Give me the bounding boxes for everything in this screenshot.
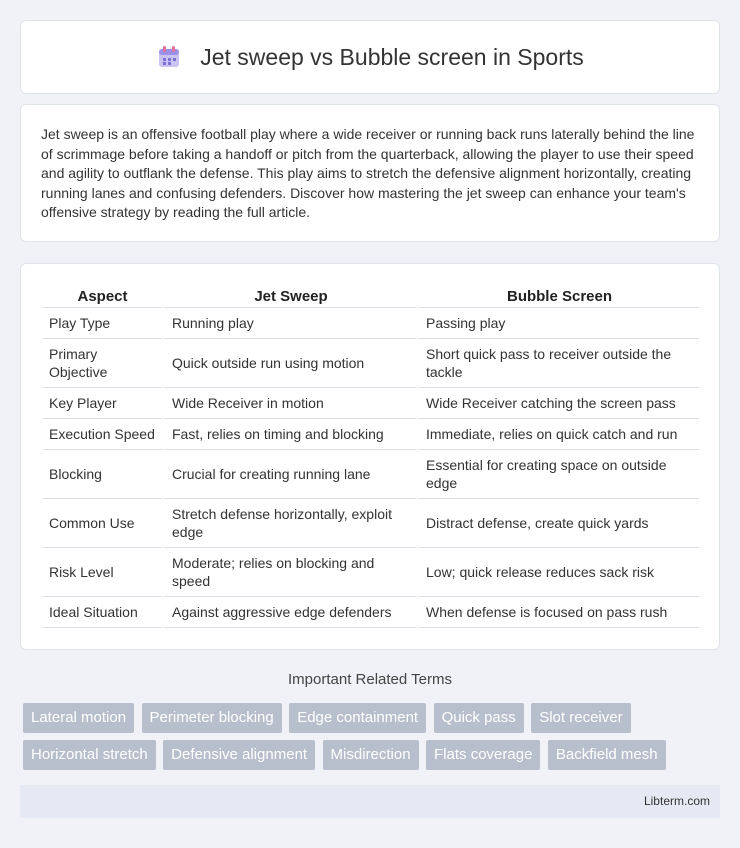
table-header-row [43, 286, 699, 308]
cell-aspect: Play Type [43, 308, 162, 339]
related-term-tag[interactable]: Flats coverage [426, 740, 540, 770]
comparison-table-card [20, 263, 720, 650]
intro-section [20, 104, 720, 242]
cell-bubble-screen: When defense is focused on pass rush [416, 597, 699, 628]
header-jet-sweep: Jet Sweep [162, 286, 416, 308]
footer-brand-link[interactable]: Libterm.com [643, 794, 710, 808]
related-terms-title: Important Related Terms [288, 671, 452, 688]
related-term-tag[interactable]: Lateral motion [23, 703, 134, 733]
page-title: Jet sweep vs Bubble screen in Sports [200, 43, 584, 70]
cell-aspect: Common Use [43, 499, 162, 548]
cell-aspect: Ideal Situation [43, 597, 162, 628]
cell-bubble-screen: Low; quick release reduces sack risk [416, 548, 699, 597]
cell-aspect: Blocking [43, 450, 162, 499]
cell-jet-sweep: Stretch defense horizontally, exploit edge [162, 499, 416, 548]
footer [20, 785, 720, 818]
table-row [43, 388, 699, 419]
cell-jet-sweep: Against aggressive edge defenders [162, 597, 416, 628]
cell-jet-sweep: Fast, relies on timing and blocking [162, 419, 416, 450]
related-term-tag[interactable]: Perimeter blocking [142, 703, 282, 733]
page-header [20, 20, 720, 94]
related-term-tag[interactable]: Defensive alignment [163, 740, 315, 770]
cell-jet-sweep: Running play [162, 308, 416, 339]
cell-bubble-screen: Immediate, relies on quick catch and run [416, 419, 699, 450]
table-row [43, 597, 699, 628]
cell-jet-sweep: Crucial for creating running lane [162, 450, 416, 499]
table-row [43, 339, 699, 388]
cell-aspect: Primary Objective [43, 339, 162, 388]
cell-aspect: Risk Level [43, 548, 162, 597]
table-row [43, 450, 699, 499]
cell-bubble-screen: Essential for creating space on outside edge [416, 450, 699, 499]
related-term-tag[interactable]: Edge containment [289, 703, 426, 733]
cell-aspect: Execution Speed [43, 419, 162, 450]
related-terms-list [23, 703, 723, 777]
cell-bubble-screen: Distract defense, create quick yards [416, 499, 699, 548]
calendar-icon [156, 44, 182, 70]
cell-jet-sweep: Wide Receiver in motion [162, 388, 416, 419]
cell-bubble-screen: Passing play [416, 308, 699, 339]
cell-bubble-screen: Wide Receiver catching the screen pass [416, 388, 699, 419]
header-bubble-screen: Bubble Screen [416, 286, 699, 308]
related-term-tag[interactable]: Quick pass [434, 703, 524, 733]
table-row [43, 419, 699, 450]
table-row [43, 548, 699, 597]
related-term-tag[interactable]: Backfield mesh [548, 740, 666, 770]
intro-text: Jet sweep is an offensive football play where a wide receiver or running back runs laterally behind the line of scrimmage before taking a handoff or pitch from the quarterback, allowing the player to use their speed and agility to outflank the defense. This play aims to stretch the defensive alignment horizontally, creating running lanes and confusing defenders. Discover how mastering the jet sweep can enhance your team's offensive strategy by reading the full article. [41, 126, 695, 220]
related-term-tag[interactable]: Horizontal stretch [23, 740, 156, 770]
comparison-table [43, 286, 699, 628]
related-term-tag[interactable]: Slot receiver [531, 703, 630, 733]
table-row [43, 499, 699, 548]
cell-bubble-screen: Short quick pass to receiver outside the tackle [416, 339, 699, 388]
cell-jet-sweep: Quick outside run using motion [162, 339, 416, 388]
cell-aspect: Key Player [43, 388, 162, 419]
cell-jet-sweep: Moderate; relies on blocking and speed [162, 548, 416, 597]
related-term-tag[interactable]: Misdirection [323, 740, 419, 770]
table-row [43, 308, 699, 339]
header-aspect: Aspect [43, 286, 162, 308]
